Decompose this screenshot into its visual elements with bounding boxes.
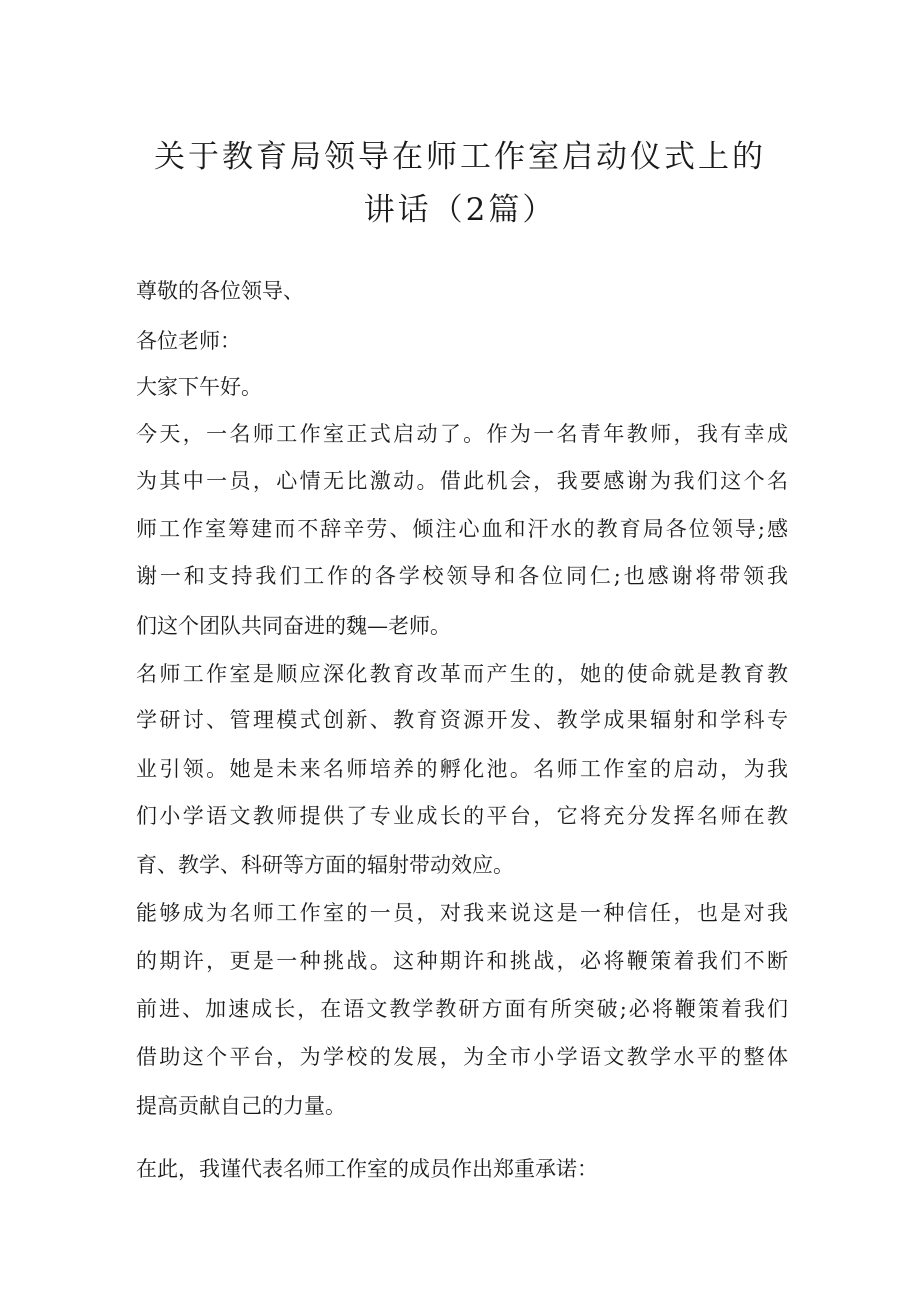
paragraph-4-line: 在此，我谨代表名师工作室的成员作出郑重承诺： <box>136 1157 598 1181</box>
greeting-line: 尊敬的各位领导、 <box>136 279 304 303</box>
paragraph-1-line: 们这个团队共同奋进的魏—老师。 <box>136 614 451 638</box>
paragraph-2-line: 育、教学、科研等方面的辐射带动效应。 <box>136 853 514 877</box>
paragraph-1-line: 师工作室筹建而不辞辛劳、倾注心血和汗水的教育局各位领导;感 <box>136 517 788 541</box>
paragraph-3-line: 能够成为名师工作室的一员，对我来说这是一种信任，也是对我 <box>136 901 788 925</box>
paragraph-3-line: 前进、加速成长，在语文教学教研方面有所突破;必将鞭策着我们 <box>136 997 788 1021</box>
paragraph-1-line: 为其中一员，心情无比激动。借此机会，我要感谢为我们这个名 <box>136 469 788 493</box>
document-title-line-2: 讲话（2篇） <box>363 192 557 228</box>
paragraph-2-line: 名师工作室是顺应深化教育改革而产生的，她的使命就是教育教 <box>136 662 788 686</box>
paragraph-2-line: 们小学语文教师提供了专业成长的平台，它将充分发挥名师在教 <box>136 804 788 828</box>
paragraph-1-line: 今天，一名师工作室正式启动了。作为一名青年教师，我有幸成 <box>136 422 788 446</box>
paragraph-3-line: 提高贡献自己的力量。 <box>136 1094 346 1118</box>
document-title-line-1: 关于教育局领导在师工作室启动仪式上的 <box>154 139 766 175</box>
greeting-line: 大家下午好。 <box>136 375 262 399</box>
paragraph-3-line: 借助这个平台，为学校的发展，为全市小学语文教学水平的整体 <box>136 1045 788 1069</box>
paragraph-2-line: 业引领。她是未来名师培养的孵化池。名师工作室的启动，为我 <box>136 757 788 781</box>
paragraph-2-line: 学研讨、管理模式创新、教育资源开发、教学成果辐射和学科专 <box>136 708 788 732</box>
greeting-line: 各位老师： <box>136 329 241 353</box>
paragraph-3-line: 的期许，更是一种挑战。这种期许和挑战，必将鞭策着我们不断 <box>136 949 788 973</box>
paragraph-1-line: 谢一和支持我们工作的各学校领导和各位同仁;也感谢将带领我 <box>136 564 788 588</box>
